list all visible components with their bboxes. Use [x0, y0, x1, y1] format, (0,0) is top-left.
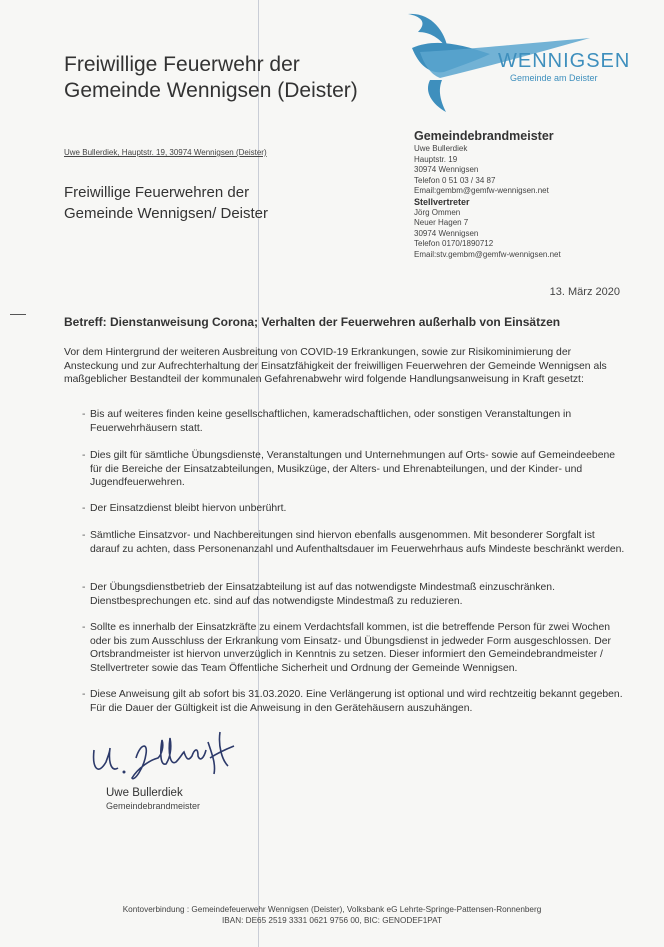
list-item-text: Der Übungsdienstbetrieb der Einsatzabteilung ist auf das notwendigste Mindestmaß einzuschränken. Dienstbesprechungen etc. sind auf das notwendigste Mindestmaß zu reduzieren.	[90, 582, 555, 607]
organization-title: Freiwillige Feuerwehr der Gemeinde Wennigsen (Deister)	[64, 53, 358, 102]
list-item-text: Sollte es innerhalb der Einsatzkräfte zu einem Verdachtsfall kommen, ist die betreffende Person für zwei Wochen oder bis zum Ausschluss der Erkrankung vom Einsatz- und Übungsdienst in jedweder Form ausgeschlossen. Der Ortsbrandmeister ist hiervon unverzüglich in Kenntnis zu setzen. Dieser informiert den Gemeindebrandmeister / Stellvertreter sowie das Team Öffentliche Sicherheit und Ordnung der Gemeinde Wennigsen.	[90, 622, 611, 674]
list-item: - Dies gilt für sämtliche Übungsdienste, Veranstaltungen und Unternehmungen auf Orts- sowie auf Gemeindeebene für die Bereiche der Einsatzabteilungen, Musikzüge, der Alters- und Ehrenabteilungen, und der Kinder- und Jugendfeuerwehren.	[82, 450, 616, 488]
list-item-text: Bis auf weiteres finden keine gesellschaftlichen, kameradschaftlichen, oder sonstigen Veranstaltungen in Feuerwehrhäusern statt.	[90, 409, 572, 434]
contact-line: Telefon 0170/1890712	[414, 239, 494, 248]
footer-line: Kontoverbindung : Gemeindefeuerwehr Wennigsen (Deister), Volksbank eG Lehrte-Springe-Pattensen-Ronnenberg	[122, 905, 542, 914]
contact-line: Neuer Hagen 7	[414, 218, 469, 227]
list-item: - Der Einsatzdienst bleibt hiervon unberührt.	[82, 503, 287, 514]
list-item: - Sollte es innerhalb der Einsatzkräfte zu einem Verdachtsfall kommen, ist die betreffende Person für zwei Wochen oder bis zum Ausschluss der Erkrankung vom Einsatz- und Übungsdienst in jedweder Form ausgeschlossen. Der Ortsbrandmeister ist hiervon unverzüglich in Kenntnis zu setzen. Dieser informiert den Gemeindebrandmeister / Stellvertreter sowie das Team Öffentliche Sicherheit und Ordnung der Gemeinde Wennigsen.	[82, 622, 611, 674]
letter-date: 13. März 2020	[549, 286, 620, 298]
contact-line: Hauptstr. 19	[414, 154, 458, 164]
handwritten-signature	[88, 728, 238, 786]
list-item-text: Sämtliche Einsatzvor- und Nachbereitungen sind hiervon ebenfalls ausgenommen. Mit besonderer Sorgfalt ist darauf zu achten, dass Personenanzahl und Aufenthaltsdauer im Feuerwehrhaus aufs Mindeste beschränkt werden.	[90, 530, 625, 555]
recipient-address: Freiwillige Feuerwehren der Gemeinde Wennigsen/ Deister	[64, 184, 268, 222]
contact-line: Email:stv.gembm@gemfw-wennigsen.net	[414, 249, 561, 259]
contact-role-deputy: Stellvertreter	[414, 196, 470, 207]
footer-line: IBAN: DE65 2519 3331 0621 9756 00, BIC: GENODEF1PAT	[222, 916, 442, 925]
list-item-text: Der Einsatzdienst bleibt hiervon unberührt.	[90, 503, 287, 514]
subject-line: Betreff: Dienstanweisung Corona; Verhalten der Feuerwehren außerhalb von Einsätzen	[64, 315, 561, 329]
logo-name: WENNIGSEN	[498, 50, 631, 72]
bank-details-footer	[0, 904, 664, 926]
list-item-text: Dies gilt für sämtliche Übungsdienste, Veranstaltungen und Unternehmungen auf Orts- sowie auf Gemeindeebene für die Bereiche der Einsatzabteilungen, Musikzüge, der Alters- und Ehrenabteilungen, und der Kinder- und Jugendfeuerwehren.	[90, 450, 616, 488]
margin-mark	[10, 314, 26, 315]
sender-address-line: Uwe Bullerdiek, Hauptstr. 19, 30974 Wennigsen (Deister)	[64, 148, 267, 157]
signer-name: Uwe Bullerdiek	[106, 787, 183, 799]
logo-subtitle: Gemeinde am Deister	[510, 73, 598, 83]
list-item: - Sämtliche Einsatzvor- und Nachbereitungen sind hiervon ebenfalls ausgenommen. Mit besonderer Sorgfalt ist darauf zu achten, dass Personenanzahl und Aufenthaltsdauer im Feuerwehrhaus aufs Mindeste beschränkt werden.	[82, 530, 625, 555]
signer-title: Gemeindebrandmeister	[106, 801, 201, 811]
contact-line: 30974 Wennigsen	[414, 228, 479, 238]
contact-role-primary: Gemeindebrandmeister	[414, 129, 554, 143]
contact-line: Jörg Ommen	[414, 207, 461, 217]
contact-line: Uwe Bullerdiek	[414, 144, 468, 153]
contact-block	[414, 128, 561, 260]
list-item: - Diese Anweisung gilt ab sofort bis 31.03.2020. Eine Verlängerung ist optional und wird rechtzeitig bekannt gegeben. Für die Dauer der Gültigkeit ist die Anweisung in den Gerätehäusern auszuhängen.	[82, 689, 623, 714]
intro-paragraph: Vor dem Hintergrund der weiteren Ausbreitung von COVID-19 Erkrankungen, sowie zur Risikominimierung der Ansteckung und zur Aufrechterhaltung der Einsatzfähigkeit der freiwilligen Feuerwehren der Gemeinde Wennigsen als maßgeblicher Bestandteil der kommunalen Gefahrenabwehr wird folgende Handlungsanweisung in Kraft gesetzt:	[64, 347, 607, 385]
list-item: - Bis auf weiteres finden keine gesellschaftlichen, kameradschaftlichen, oder sonstigen Veranstaltungen in Feuerwehrhäusern statt.	[82, 409, 572, 434]
contact-line: 30974 Wennigsen	[414, 165, 479, 174]
list-item-text: Diese Anweisung gilt ab sofort bis 31.03.2020. Eine Verlängerung ist optional und wird rechtzeitig bekannt gegeben. Für die Dauer der Gültigkeit ist die Anweisung in den Gerätehäusern auszuhängen.	[90, 689, 623, 714]
contact-line: Telefon 0 51 03 / 34 87	[414, 175, 496, 185]
contact-line: Email:gembm@gemfw-wennigsen.net	[414, 186, 549, 195]
list-item: - Der Übungsdienstbetrieb der Einsatzabteilung ist auf das notwendigste Mindestmaß einzuschränken. Dienstbesprechungen etc. sind auf das notwendigste Mindestmaß zu reduzieren.	[82, 582, 555, 607]
